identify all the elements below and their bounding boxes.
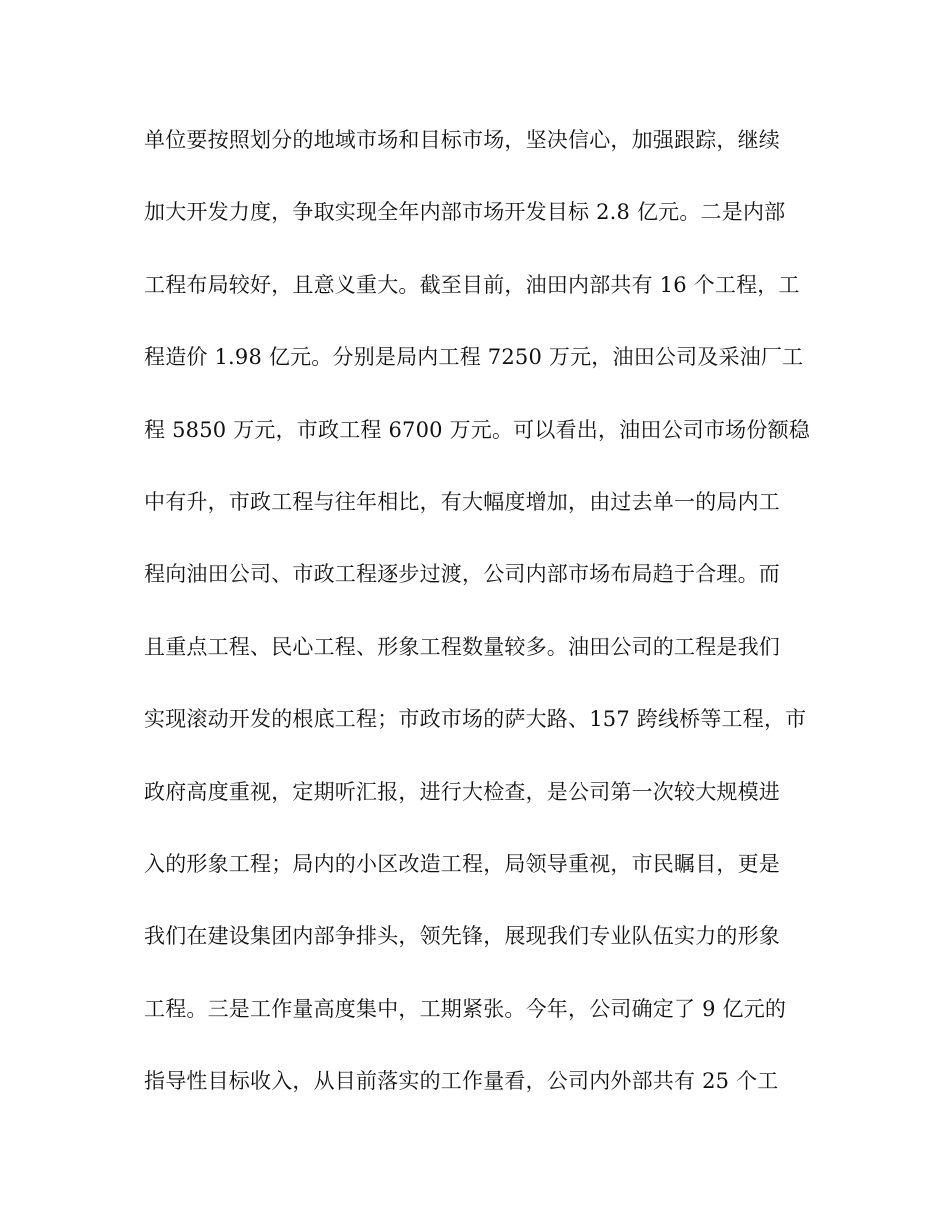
text-line: 单位要按照划分的地域市场和目标市场，坚决信心，加强跟踪，继续 <box>144 128 780 152</box>
text-line: 指导性目标收入，从目前落实的工作量看，公司内外部共有 25 个工 <box>144 1069 779 1094</box>
text-line: 入的形象工程；局内的小区改造工程，局领导重视，市民瞩目，更是 <box>144 851 780 876</box>
text-line: 工程布局较好，且意义重大。截至目前，油田内部共有 16 个工程，工 <box>144 272 800 297</box>
text-line: 且重点工程、民心工程、形象工程数量较多。油田公司的工程是我们 <box>144 634 780 659</box>
text-line: 中有升，市政工程与往年相比，有大幅度增加，由过去单一的局内工 <box>144 489 780 514</box>
text-line: 政府高度重视，定期听汇报，进行大检查，是公司第一次较大规模进 <box>144 779 780 804</box>
text-line: 我们在建设集团内部争排头，领先锋，展现我们专业队伍实力的形象 <box>144 924 780 949</box>
text-line: 程造价 1.98 亿元。分别是局内工程 7250 万元，油田公司及采油厂工 <box>144 345 804 370</box>
text-line: 程向油田公司、市政工程逐步过渡，公司内部市场布局趋于合理。而 <box>144 562 780 587</box>
text-line: 实现滚动开发的根底工程；市政市场的萨大路、157 跨线桥等工程，市 <box>144 707 807 732</box>
text-line: 工程。三是工作量高度集中，工期紧张。今年，公司确定了 9 亿元的 <box>144 996 787 1021</box>
text-line: 程 5850 万元，市政工程 6700 万元。可以看出，油田公司市场份额稳 <box>144 417 810 442</box>
text-line: 加大开发力度，争取实现全年内部市场开发目标 2.8 亿元。二是内部 <box>144 200 786 225</box>
body-text <box>144 118 824 1131</box>
